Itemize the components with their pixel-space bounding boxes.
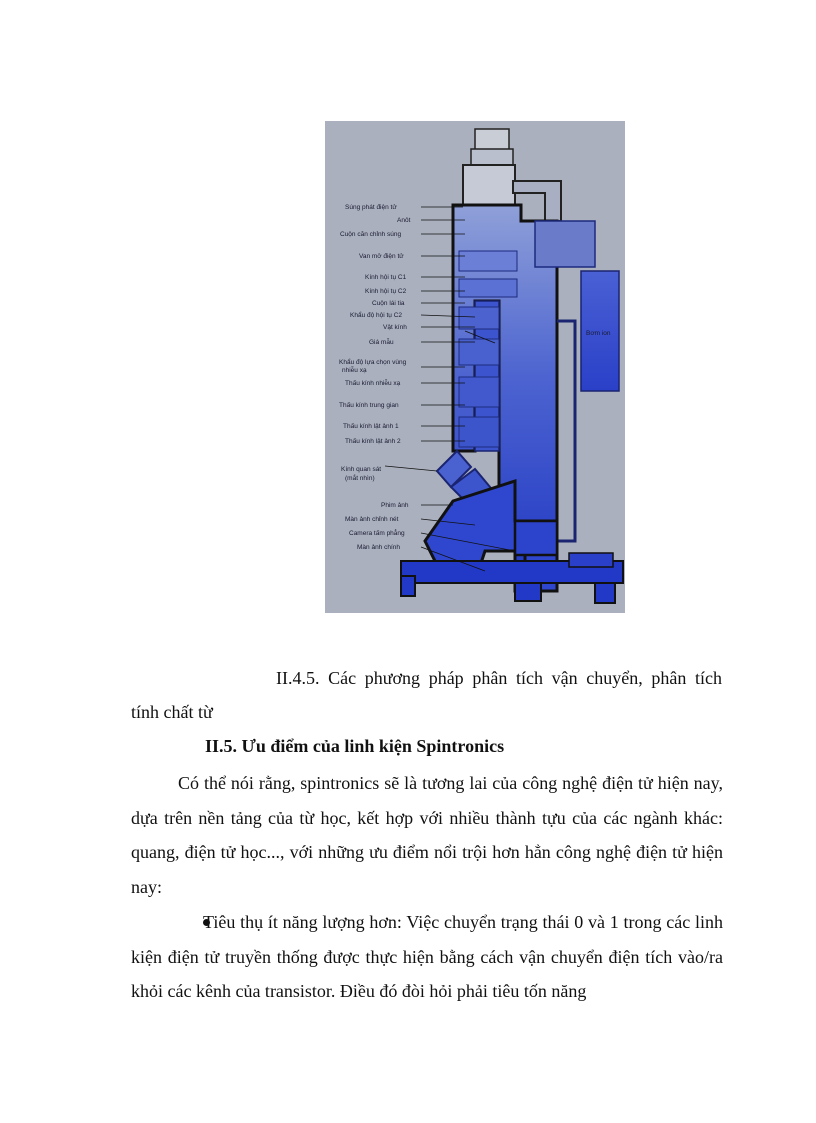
figure-label-3: Cuộn căn chỉnh súng (340, 231, 402, 238)
figure-label-16: Thấu kính lật ảnh 2 (345, 438, 401, 445)
figure-caption: II.4.5. Các phương pháp phân tích vận chuyển, phân tích (276, 668, 722, 688)
figure-caption-continued: tính chất từ (131, 702, 213, 722)
figure-label-5: Kính hội tụ C1 (365, 274, 407, 281)
figure-label-13: Thấu kính nhiễu xạ (345, 380, 401, 387)
figure-label-2: Anôt (397, 217, 411, 224)
figure-label-8: Khẩu độ hội tụ C2 (350, 312, 403, 319)
body-paragraph: Có thể nói rằng, spintronics sẽ là tương lai của công nghệ điện tử hiện nay, dựa trên nền tảng của từ học, kết hợp với nhiều thành tựu của các ngành khác: quang, điện tử học..., với những ưu điểm nổi trội hơn hẳn công nghệ điện tử hiện nay: (131, 773, 723, 897)
figure-label-20: Màn ảnh chỉnh nét (345, 516, 399, 523)
figure-label-4: Van mở điện tử (359, 253, 404, 260)
bullet-item (131, 905, 723, 1009)
figure-label-7: Cuộn lái tia (372, 300, 405, 307)
figure-label-1: Súng phát điện tử (345, 204, 397, 211)
tem-diagram-figure (325, 121, 625, 613)
bullet-item-text: Tiêu thụ ít năng lượng hơn: Việc chuyển trạng thái 0 và 1 trong các linh kiện điện tử truyền thống được thực hiện bằng cách vận chuyển điện tích vào/ra khỏi các kênh của transistor. Điều đó đòi hỏi phải tiêu tốn năng (131, 912, 723, 1002)
figure-label-6: Kính hội tụ C2 (365, 288, 407, 295)
figure-label-9: Vật kính (383, 324, 407, 331)
figure-label-21: Camera tấm phẳng (349, 530, 405, 537)
figure-label-15: Thấu kính lật ảnh 1 (343, 423, 399, 430)
figure-label-19: Phim ảnh (381, 502, 409, 509)
ion-pump-label: Bơm ion (586, 330, 611, 337)
tem-cross-section-illustration (325, 121, 625, 613)
section-heading: II.5. Ưu điểm của linh kiện Spintronics (205, 736, 505, 756)
figure-label-18: (mắt nhìn) (345, 475, 375, 482)
figure-label-11: Khẩu độ lựa chọn vùng (339, 359, 407, 366)
figure-label-12: nhiễu xạ (342, 367, 367, 374)
figure-label-17: Kính quan sát (341, 466, 382, 473)
figure-label-10: Giá mẫu (369, 339, 394, 346)
figure-label-22: Màn ảnh chính (357, 544, 401, 551)
figure-label-14: Thấu kính trung gian (339, 402, 399, 409)
